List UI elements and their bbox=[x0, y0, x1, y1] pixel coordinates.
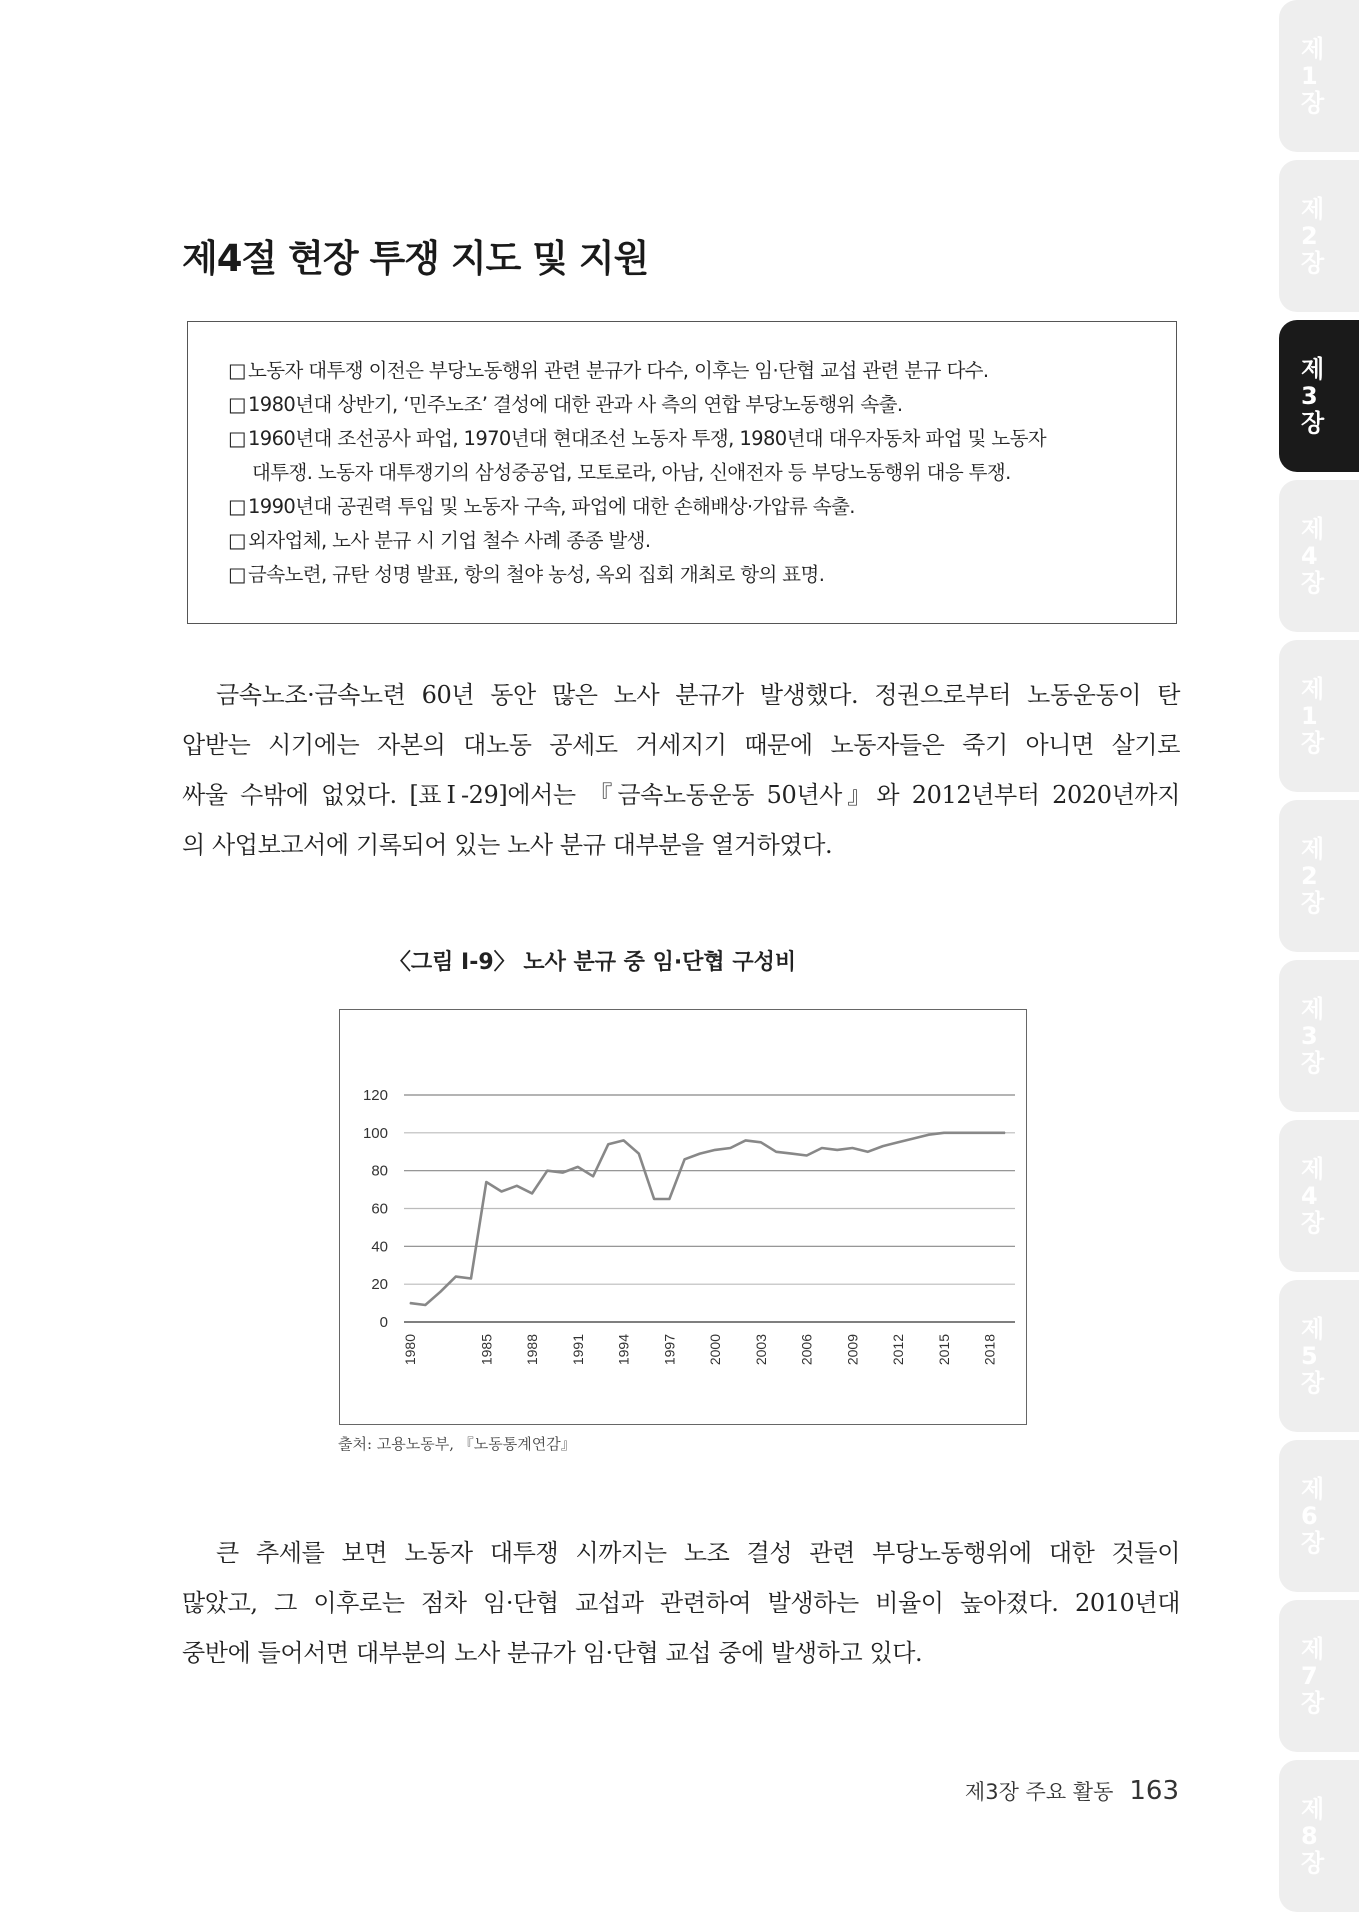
chapter-tab-char: 3 bbox=[1301, 1021, 1318, 1050]
chapter-tab-char: 장 bbox=[1301, 568, 1325, 597]
data-point bbox=[425, 1304, 426, 1305]
chapter-tab-char: 제 bbox=[1301, 194, 1325, 223]
data-point bbox=[928, 1134, 929, 1135]
data-point bbox=[409, 1302, 410, 1303]
figure-source: 출처: 고용노동부, 『노동통계연감』 bbox=[338, 1435, 576, 1453]
x-tick-label: 2000 bbox=[707, 1334, 724, 1366]
data-point bbox=[547, 1170, 548, 1171]
summary-item-text: 외자업체, 노사 분규 시 기업 철수 사례 종종 발생. bbox=[248, 529, 651, 552]
paragraph-line: 많았고, 그 이후로는 점차 임·단협 교섭과 관련하여 발생하는 비율이 높아졌다. 2010년대 bbox=[182, 1589, 1180, 1617]
summary-item-continuation: 대투쟁. 노동자 대투쟁기의 삼성중공업, 모토로라, 아남, 신애전자 등 부당노동행위 대응 투쟁. bbox=[252, 461, 1011, 484]
summary-item bbox=[228, 490, 1156, 524]
chapter-tab[interactable] bbox=[1279, 0, 1359, 152]
data-point bbox=[806, 1155, 807, 1156]
chapter-tab-char: 제 bbox=[1301, 674, 1325, 703]
checkbox-square-icon: □ bbox=[228, 563, 246, 586]
data-point bbox=[684, 1159, 685, 1160]
y-tick-label: 120 bbox=[362, 1087, 388, 1104]
data-point bbox=[516, 1185, 517, 1186]
data-point bbox=[669, 1198, 670, 1199]
data-point bbox=[455, 1276, 456, 1277]
series-line bbox=[410, 1133, 1005, 1305]
data-point bbox=[943, 1132, 944, 1133]
chapter-tab-char: 장 bbox=[1301, 248, 1325, 277]
summary-item-text: 1990년대 공권력 투입 및 노동자 구속, 파업에 대한 손해배상·가압류 속출. bbox=[248, 495, 855, 518]
chapter-tab[interactable] bbox=[1279, 1120, 1359, 1272]
data-point bbox=[486, 1181, 487, 1182]
chapter-tab[interactable] bbox=[1279, 640, 1359, 792]
summary-item bbox=[228, 388, 1156, 422]
chapter-tab-char: 장 bbox=[1301, 1848, 1325, 1877]
paragraph-line: 압받는 시기에는 자본의 대노동 공세도 거세지기 때문에 노동자들은 죽기 아니면 살기로 bbox=[182, 731, 1180, 759]
checkbox-square-icon: □ bbox=[228, 427, 246, 450]
chapter-tab-char: 장 bbox=[1301, 88, 1325, 117]
chapter-tab[interactable] bbox=[1279, 800, 1359, 952]
chapter-tab[interactable] bbox=[1279, 1600, 1359, 1752]
y-tick-label: 40 bbox=[371, 1238, 388, 1256]
data-point bbox=[1004, 1132, 1005, 1133]
line-chart bbox=[340, 1010, 1025, 1423]
data-point bbox=[623, 1140, 624, 1141]
chapter-tab-char: 제 bbox=[1301, 834, 1325, 863]
data-point bbox=[440, 1291, 441, 1292]
chapter-tab-char: 제 bbox=[1301, 1794, 1325, 1823]
paragraph-line: 싸울 수밖에 없었다. [표Ⅰ-29]에서는 『금속노동운동 50년사』와 2012년부터 2020년까지 bbox=[182, 781, 1180, 809]
chapter-tab-char: 8 bbox=[1301, 1821, 1318, 1850]
data-point bbox=[760, 1142, 761, 1143]
chapter-tab-char: 제 bbox=[1301, 1154, 1325, 1183]
chapter-tab-char: 1 bbox=[1301, 61, 1318, 90]
x-tick-label: 2015 bbox=[935, 1334, 952, 1366]
data-point bbox=[715, 1149, 716, 1150]
chapter-tab-char: 제 bbox=[1301, 354, 1325, 383]
data-point bbox=[837, 1149, 838, 1150]
paragraph-line: 중반에 들어서면 대부분의 노사 분규가 임·단협 교섭 중에 발생하고 있다. bbox=[182, 1639, 923, 1667]
page-footer bbox=[965, 1776, 1179, 1806]
summary-item-text: 노동자 대투쟁 이전은 부당노동행위 관련 분규가 다수, 이후는 임·단협 교섭 관련 분규 다수. bbox=[248, 359, 989, 382]
chapter-tab-char: 제 bbox=[1301, 1314, 1325, 1343]
figure-caption: 〈그림 Ⅰ-9〉 노사 분규 중 임·단협 구성비 bbox=[388, 950, 797, 975]
data-point bbox=[608, 1144, 609, 1145]
data-point bbox=[852, 1147, 853, 1148]
chapter-tab-char: 6 bbox=[1301, 1501, 1318, 1530]
summary-item bbox=[228, 558, 1156, 592]
chapter-tab-char: 장 bbox=[1301, 1048, 1325, 1077]
x-tick-label: 1991 bbox=[569, 1334, 586, 1366]
chapter-tab[interactable] bbox=[1279, 160, 1359, 312]
summary-box bbox=[187, 321, 1177, 624]
data-point bbox=[882, 1145, 883, 1146]
chapter-tab-char: 장 bbox=[1301, 1368, 1325, 1397]
checkbox-square-icon: □ bbox=[228, 393, 246, 416]
body-paragraph-2 bbox=[182, 1528, 1180, 1678]
chapter-tab-char: 2 bbox=[1301, 861, 1318, 890]
chapter-tab[interactable] bbox=[1279, 320, 1359, 472]
chapter-tab-char: 제 bbox=[1301, 1474, 1325, 1503]
chapter-tab-char: 3 bbox=[1301, 381, 1318, 410]
y-tick-label: 80 bbox=[371, 1162, 388, 1180]
chapter-tab[interactable] bbox=[1279, 1760, 1359, 1912]
data-point bbox=[592, 1176, 593, 1177]
chapter-tab-char: 4 bbox=[1301, 541, 1318, 570]
chapter-tab-char: 5 bbox=[1301, 1341, 1318, 1370]
body-paragraph-1 bbox=[182, 670, 1180, 870]
data-point bbox=[531, 1193, 532, 1194]
y-tick-label: 20 bbox=[371, 1276, 388, 1294]
data-point bbox=[959, 1132, 960, 1133]
y-tick-label: 60 bbox=[371, 1200, 388, 1218]
paragraph-line: 금속노조·금속노련 60년 동안 많은 노사 분규가 발생했다. 정권으로부터 노동운동이 탄 bbox=[216, 681, 1180, 709]
chapter-tab-char: 4 bbox=[1301, 1181, 1318, 1210]
chapter-tab[interactable] bbox=[1279, 480, 1359, 632]
data-point bbox=[989, 1132, 990, 1133]
chapter-tab[interactable] bbox=[1279, 1440, 1359, 1592]
x-tick-label: 1980 bbox=[402, 1334, 418, 1366]
data-point bbox=[974, 1132, 975, 1133]
x-tick-label: 2006 bbox=[798, 1334, 815, 1366]
chapter-tab-char: 7 bbox=[1301, 1661, 1318, 1690]
summary-item-text: 금속노련, 규탄 성명 발표, 항의 철야 농성, 옥외 집회 개최로 항의 표명. bbox=[248, 563, 825, 586]
summary-item-text: 1960년대 조선공사 파업, 1970년대 현대조선 노동자 투쟁, 1980년대 대우자동차 파업 및 노동자 bbox=[248, 427, 1047, 450]
y-tick-label: 100 bbox=[362, 1124, 388, 1142]
paragraph-line: 의 사업보고서에 기록되어 있는 노사 분규 대부분을 열거하였다. bbox=[182, 831, 833, 859]
chapter-tab-char: 제 bbox=[1301, 1634, 1325, 1663]
summary-item-text: 1980년대 상반기, ‘민주노조’ 결성에 대한 관과 사 측의 연합 부당노동행위 속출. bbox=[248, 393, 903, 416]
data-point bbox=[867, 1151, 868, 1152]
data-point bbox=[699, 1153, 700, 1154]
data-point bbox=[501, 1191, 502, 1192]
data-point bbox=[821, 1147, 822, 1148]
chapter-tab-char: 장 bbox=[1301, 1688, 1325, 1717]
x-tick-label: 2009 bbox=[844, 1334, 861, 1366]
chapter-tab-char: 제 bbox=[1301, 34, 1325, 63]
footer-chapter-label: 제3장 주요 활동 bbox=[964, 1780, 1114, 1804]
chapter-tab-char: 장 bbox=[1301, 1528, 1325, 1557]
x-tick-label: 2012 bbox=[890, 1334, 907, 1366]
data-point bbox=[776, 1151, 777, 1152]
data-point bbox=[654, 1198, 655, 1199]
summary-item bbox=[228, 524, 1156, 558]
data-point bbox=[577, 1166, 578, 1167]
data-point bbox=[730, 1147, 731, 1148]
data-point bbox=[562, 1172, 563, 1173]
chapter-tab-char: 장 bbox=[1301, 408, 1325, 437]
chapter-tab[interactable] bbox=[1279, 1280, 1359, 1432]
data-point bbox=[638, 1153, 639, 1154]
x-tick-label: 2003 bbox=[752, 1334, 769, 1366]
checkbox-square-icon: □ bbox=[228, 529, 246, 552]
chapter-tab-char: 장 bbox=[1301, 888, 1325, 917]
summary-item bbox=[228, 354, 1156, 388]
chapter-tab-char: 장 bbox=[1301, 728, 1325, 757]
x-tick-label: 1994 bbox=[615, 1334, 632, 1366]
section-title: 제4절 현장 투쟁 지도 및 지원 bbox=[182, 237, 649, 280]
chapter-tab-char: 장 bbox=[1301, 1208, 1325, 1237]
page-number: 163 bbox=[1129, 1776, 1179, 1806]
data-point bbox=[791, 1153, 792, 1154]
y-tick-label: 0 bbox=[379, 1314, 388, 1331]
checkbox-square-icon: □ bbox=[228, 359, 246, 382]
chart-frame bbox=[339, 1009, 1027, 1425]
chapter-tab-char: 1 bbox=[1301, 701, 1318, 730]
summary-item bbox=[228, 422, 1156, 490]
chapter-tab-char: 2 bbox=[1301, 221, 1318, 250]
chapter-tab-char: 제 bbox=[1301, 514, 1325, 543]
paragraph-line: 큰 추세를 보면 노동자 대투쟁 시까지는 노조 결성 관련 부당노동행위에 대한 것들이 bbox=[216, 1539, 1180, 1567]
x-tick-label: 1988 bbox=[524, 1334, 541, 1366]
chapter-tab[interactable] bbox=[1279, 960, 1359, 1112]
x-tick-label: 2018 bbox=[981, 1334, 998, 1366]
chapter-tab-char: 제 bbox=[1301, 994, 1325, 1023]
x-tick-label: 1997 bbox=[661, 1334, 678, 1366]
data-point bbox=[913, 1138, 914, 1139]
data-point bbox=[745, 1140, 746, 1141]
checkbox-square-icon: □ bbox=[228, 495, 246, 518]
data-point bbox=[470, 1278, 471, 1279]
x-tick-label: 1985 bbox=[478, 1334, 495, 1366]
data-point bbox=[898, 1142, 899, 1143]
